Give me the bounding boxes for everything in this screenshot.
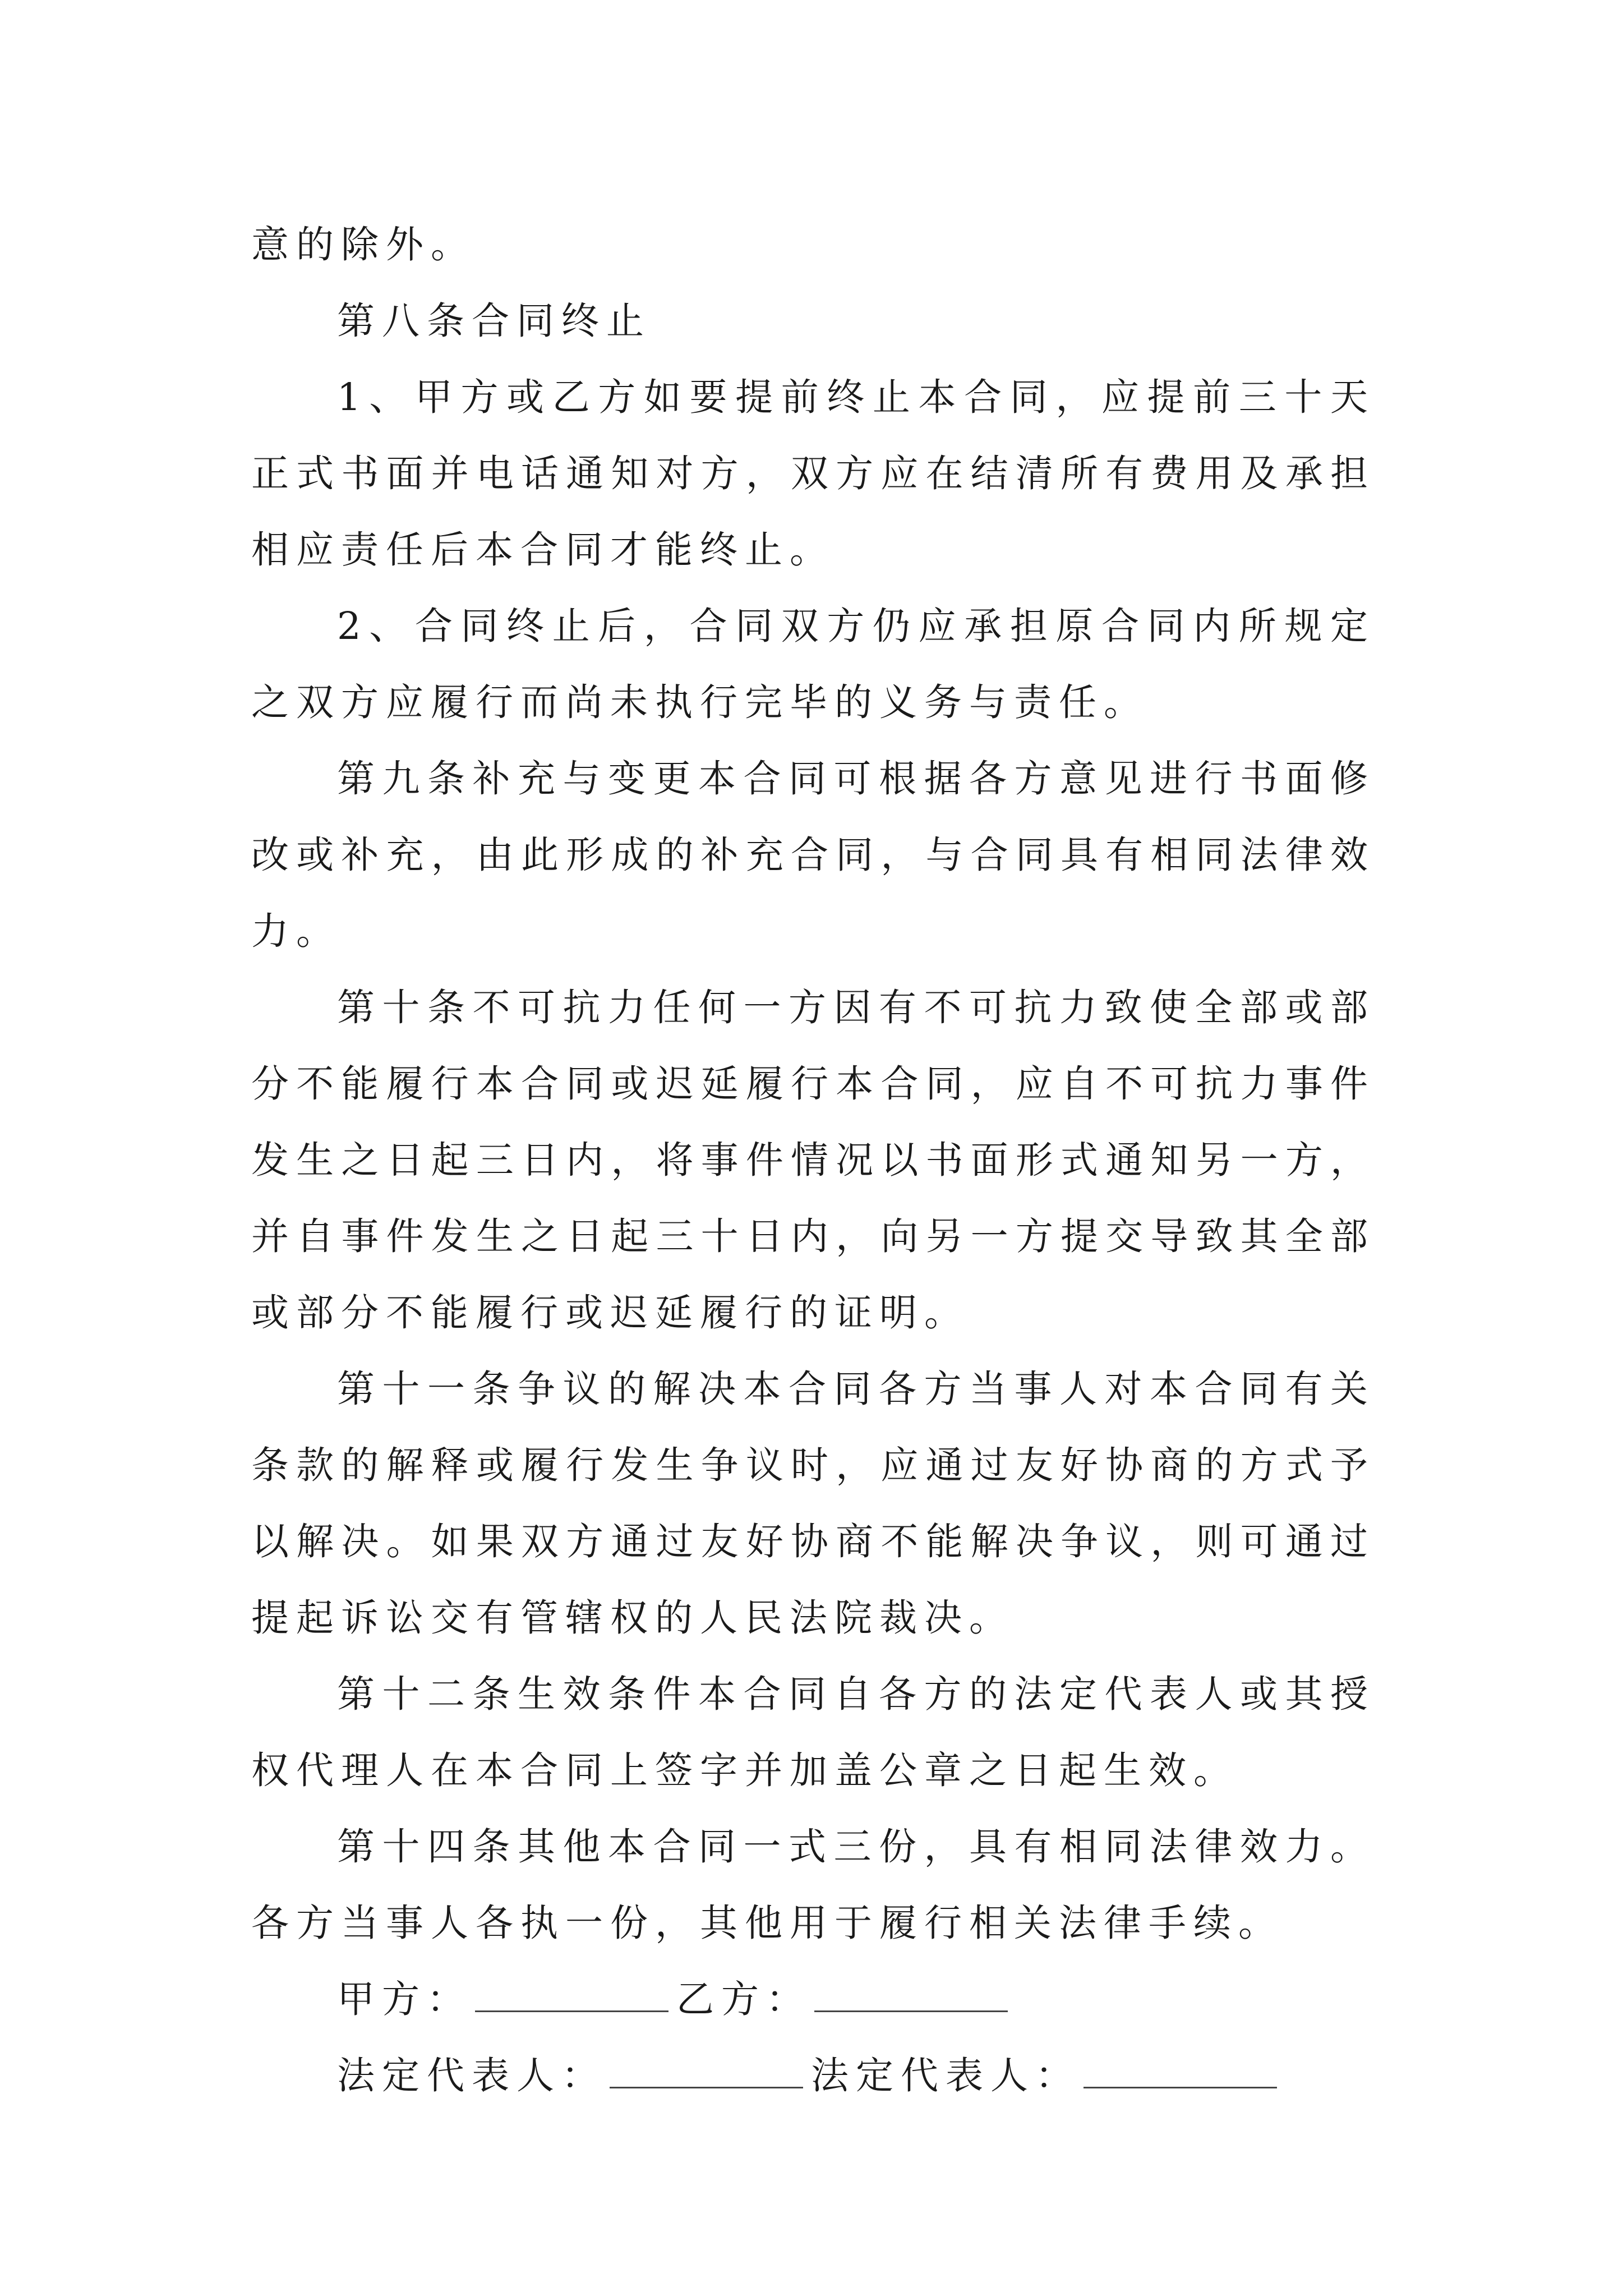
party-b-blank — [814, 1977, 1008, 2012]
article-10-paragraph: 第十条不可抗力任何一方因有不可抗力致使全部或部分不能履行本合同或迟延履行本合同，应自不可抗力事件发生之日起三日内，将事件情况以书面形式通知另一方，并自事件发生之日起三十日内，向另一方提交导致其全部或部分不能履行或迟延履行的证明。 — [251, 986, 1375, 1335]
party-a-label: 甲方： — [337, 1977, 472, 2021]
article-11-paragraph: 第十一条争议的解决本合同各方当事人对本合同有关条款的解释或履行发生争议时，应通过友好协商的方式予以解决。如果双方通过友好协商不能解决争议，则可通过提起诉讼交有管辖权的人民法院裁决。 — [251, 1367, 1375, 1640]
article-9-paragraph: 第九条补充与变更本合同可根据各方意见进行书面修改或补充，由此形成的补充合同，与合同具有相同法律效力。 — [251, 757, 1375, 953]
rep-b-label: 法定代表人： — [811, 2054, 1080, 2097]
party-a-blank — [475, 1977, 668, 2012]
paragraph-continuation: 意的除外。 — [251, 223, 476, 266]
article-8-clause-2: 2、合同终止后，合同双方仍应承担原合同内所规定之双方应履行而尚未执行完毕的义务与责任。 — [251, 604, 1375, 724]
representative-signature-line — [251, 2037, 1375, 2114]
article-8-clause-1: 1、甲方或乙方如要提前终止本合同，应提前三十天正式书面并电话通知对方，双方应在结清所有费用及承担相应责任后本合同才能终止。 — [251, 375, 1375, 572]
rep-a-label: 法定代表人： — [337, 2054, 606, 2097]
party-b-label: 乙方： — [676, 1977, 811, 2021]
article-14-paragraph: 第十四条其他本合同一式三份，具有相同法律效力。各方当事人各执一份，其他用于履行相关法律手续。 — [251, 1825, 1375, 1945]
article-8-heading: 第八条合同终止 — [337, 299, 651, 343]
document-body — [251, 206, 1375, 2114]
rep-a-blank — [610, 2053, 803, 2088]
article-12-paragraph: 第十二条生效条件本合同自各方的法定代表人或其授权代理人在本合同上签字并加盖公章之日起生效。 — [251, 1672, 1375, 1792]
party-signature-line — [251, 1961, 1375, 2037]
rep-b-blank — [1083, 2053, 1277, 2088]
